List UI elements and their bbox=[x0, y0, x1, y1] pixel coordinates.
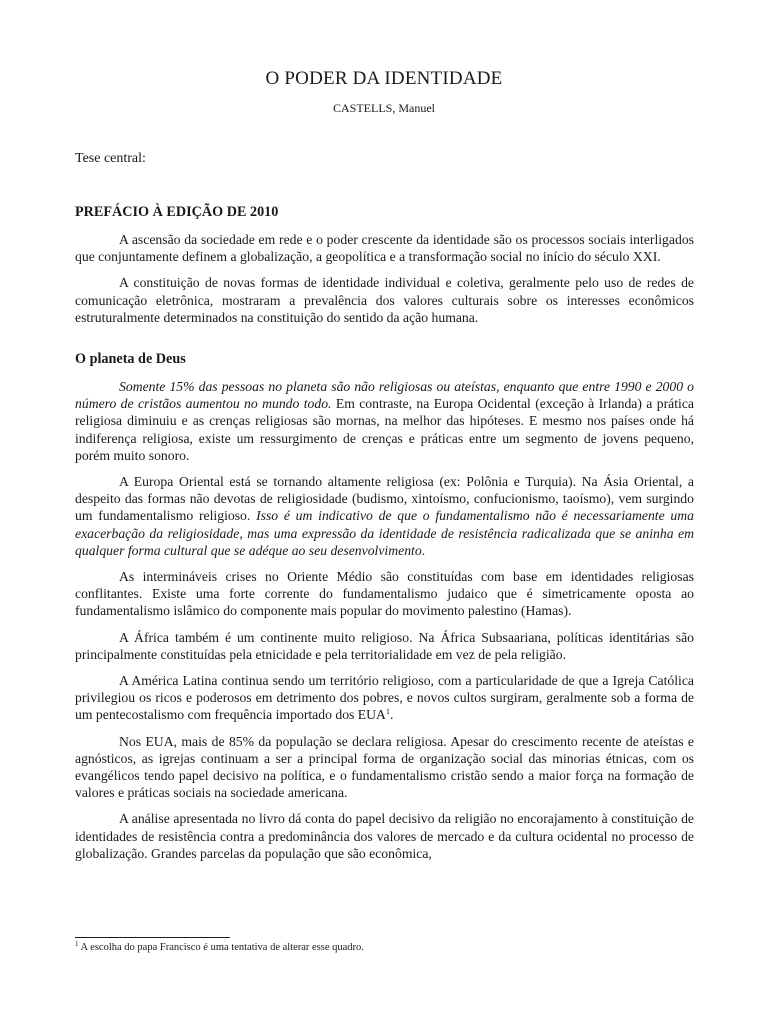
paragraph: A análise apresentada no livro dá conta do papel decisivo da religião no encorajamento à constituição de identidades de resistência contra a predominância dos valores de mercado e da cultura ocidental no processo de globalização. Grandes parcelas da população que são econômica, bbox=[75, 811, 694, 861]
paragraph bbox=[75, 672, 694, 724]
document-body bbox=[75, 203, 694, 871]
italic-text: Somente 15% das pessoas no planeta são não religiosas ou ateístas, enquanto que entre 1990 e 2000 o número de cristãos aumentou no mundo todo. bbox=[75, 379, 694, 412]
page-title: O PODER DA IDENTIDADE bbox=[265, 68, 503, 89]
paragraph: A constituição de novas formas de identidade individual e coletiva, geralmente pelo uso de redes de comunicação eletrônica, mostraram a prevalência dos valores culturais sobre os interesses econômicos estruturalmente determinados na constituição do sentido da ação humana. bbox=[75, 275, 694, 325]
section-heading-preface: PREFÁCIO À EDIÇÃO DE 2010 bbox=[75, 204, 279, 220]
section-heading-planeta: O planeta de Deus bbox=[75, 351, 186, 368]
footnote-text: A escolha do papa Francisco é uma tentativa de alterar esse quadro. bbox=[78, 942, 364, 953]
paragraph-text: . bbox=[421, 542, 426, 558]
paragraph: A ascensão da sociedade em rede e o poder crescente da identidade são os processos sociais interligados que conjuntamente definem a globalização, a geopolítica e a transformação social no início do século XXI. bbox=[75, 232, 694, 265]
paragraph-text: A América Latina continua sendo um território religioso, com a particularidade de que a Igreja Católica privilegiou os ricos e poderosos em detrimento dos pobres, e novos cultos surgiram, geralmente sob a forma de um pentecostalismo com frequência importado dos EUA bbox=[75, 673, 694, 723]
footnote-marker: 1 bbox=[75, 940, 79, 948]
paragraph bbox=[75, 378, 694, 464]
thesis-label: Tese central: bbox=[75, 151, 146, 166]
paragraph-text: Em contraste, na Europa Ocidental (exceção à Irlanda) a prática religiosa diminuiu e as crenças religiosas são mornas, na melhor das hipóteses. E mesmo nos países onde há indiferença religiosa, existe um ressurgimento de crenças e práticas entre um segmento de jovens pequeno, porém muito sonoro. bbox=[75, 396, 694, 463]
italic-text: Isso é um indicativo de que o fundamentalismo não é necessariamente uma exacerbação da religiosidade, mas uma expressão da identidade de resistência radicalizada que se aninha em qualquer forma cultural que se adéque ao seu desenvolvimento bbox=[75, 508, 694, 558]
paragraph: Nos EUA, mais de 85% da população se declara religiosa. Apesar do crescimento recente de ateístas e agnósticos, as igrejas continuam a ser a principal forma de organização social das minorias étnicas, com os evangélicos tendo papel decisivo na política, e o fundamentalismo cristão sendo a maior força na formação de valores e práticas sociais na sociedade americana. bbox=[75, 733, 694, 801]
footnote-divider bbox=[75, 937, 230, 938]
paragraph-text: . bbox=[389, 707, 394, 723]
paragraph bbox=[75, 473, 694, 559]
footnote-reference[interactable]: 1 bbox=[385, 707, 390, 717]
paragraph: As intermináveis crises no Oriente Médio são constituídas com base em identidades religiosas conflitantes. Existe uma forte corrente do fundamentalismo judaico que é simetricamente oposta ao fundamentalismo islâmico do componente mais popular do movimento palestino (Hamas). bbox=[75, 569, 694, 619]
paragraph: A África também é um continente muito religioso. Na África Subsaariana, políticas identitárias são principalmente constituídas pela etnicidade e pela territorialidade em vez de pela religião. bbox=[75, 629, 694, 662]
footnote bbox=[75, 942, 364, 953]
paragraph-text: A Europa Oriental está se tornando altamente religiosa (ex: Polônia e Turquia). Na Ásia Oriental, a despeito das formas não devotas de religiosidade (budismo, xintoísmo, confucionismo, taoísmo), vem surgindo um fundamentalismo religioso. bbox=[75, 474, 694, 524]
author-line: CASTELLS, Manuel bbox=[333, 101, 435, 115]
